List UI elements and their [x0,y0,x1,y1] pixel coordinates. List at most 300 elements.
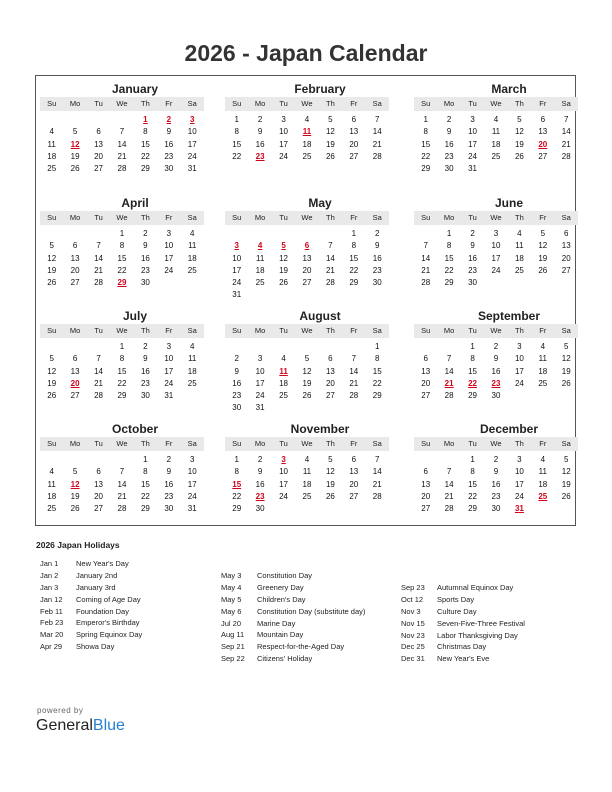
day-cell[interactable]: 4 [49,467,54,477]
day-cell[interactable]: 1 [470,342,475,351]
day-cell[interactable]: 9 [166,467,172,477]
day-cell[interactable]: 9 [375,241,380,251]
day-cell[interactable]: 13 [94,139,103,149]
day-cell[interactable]: 7 [446,354,452,364]
day-cell[interactable]: 14 [325,253,335,263]
day-cell[interactable]: 17 [514,479,524,489]
day-cell[interactable]: 29 [468,504,477,514]
holiday-day[interactable]: 23 [255,151,265,161]
day-cell[interactable]: 3 [281,115,286,124]
day-cell[interactable]: 20 [325,378,335,388]
day-cell[interactable]: 22 [444,265,454,275]
day-cell[interactable]: 1 [234,455,239,464]
day-cell[interactable]: 29 [140,164,150,174]
day-cell[interactable]: 2 [166,455,172,464]
day-cell[interactable]: 27 [70,278,80,288]
day-cell[interactable]: 16 [444,139,454,149]
holiday-day[interactable]: 2 [166,115,172,124]
day-cell[interactable]: 19 [561,479,571,489]
day-cell[interactable]: 31 [187,164,197,174]
day-cell[interactable]: 24 [164,265,174,275]
day-cell[interactable]: 26 [302,391,312,401]
day-cell[interactable]: 25 [302,151,312,161]
day-cell[interactable]: 24 [279,151,288,161]
day-cell[interactable]: 11 [188,241,197,251]
day-cell[interactable]: 19 [325,479,335,489]
day-cell[interactable]: 25 [491,151,501,161]
day-cell[interactable]: 10 [279,467,288,477]
day-cell[interactable]: 21 [117,151,127,161]
day-cell[interactable]: 20 [70,265,80,275]
day-cell[interactable]: 14 [372,467,382,477]
day-cell[interactable]: 13 [302,253,312,263]
day-cell[interactable]: 26 [538,265,548,275]
day-cell[interactable]: 27 [325,391,335,401]
day-cell[interactable]: 15 [372,366,382,376]
day-cell[interactable]: 15 [117,366,127,376]
day-cell[interactable]: 18 [47,151,57,161]
holiday-day[interactable]: 31 [514,504,524,514]
day-cell[interactable]: 9 [493,354,499,364]
day-cell[interactable]: 13 [421,479,431,489]
day-cell[interactable]: 22 [117,265,127,275]
day-cell[interactable]: 21 [372,479,382,489]
day-cell[interactable]: 5 [49,354,54,364]
day-cell[interactable]: 5 [72,467,78,477]
day-cell[interactable]: 28 [372,151,382,161]
day-cell[interactable]: 13 [70,253,80,263]
day-cell[interactable]: 30 [444,164,454,174]
day-cell[interactable]: 15 [349,253,359,263]
day-cell[interactable]: 1 [470,455,475,464]
day-cell[interactable]: 30 [164,504,174,514]
day-cell[interactable]: 15 [232,139,242,149]
day-cell[interactable]: 19 [302,378,312,388]
day-cell[interactable]: 10 [279,127,288,137]
day-cell[interactable]: 22 [140,151,150,161]
day-cell[interactable]: 25 [187,265,197,275]
day-cell[interactable]: 6 [351,115,357,124]
day-cell[interactable]: 21 [94,378,103,388]
day-cell[interactable]: 26 [514,151,524,161]
day-cell[interactable]: 12 [538,241,548,251]
day-cell[interactable]: 19 [561,366,571,376]
day-cell[interactable]: 24 [279,491,288,501]
day-cell[interactable]: 10 [255,366,265,376]
holiday-day[interactable]: 21 [444,378,454,388]
holiday-day[interactable]: 12 [70,139,80,149]
day-cell[interactable]: 3 [493,229,499,238]
day-cell[interactable]: 28 [117,164,127,174]
day-cell[interactable]: 2 [470,229,475,238]
day-cell[interactable]: 25 [255,278,265,288]
day-cell[interactable]: 27 [538,151,548,161]
day-cell[interactable]: 3 [470,115,475,124]
day-cell[interactable]: 18 [47,491,57,501]
day-cell[interactable]: 7 [96,241,101,251]
day-cell[interactable]: 5 [540,229,546,238]
day-cell[interactable]: 28 [94,391,103,401]
day-cell[interactable]: 18 [538,366,548,376]
day-cell[interactable]: 8 [470,467,475,477]
day-cell[interactable]: 14 [117,139,127,149]
day-cell[interactable]: 6 [423,467,428,477]
holiday-day[interactable]: 22 [468,378,477,388]
day-cell[interactable]: 14 [94,253,103,263]
day-cell[interactable]: 25 [302,491,312,501]
day-cell[interactable]: 5 [564,455,569,464]
day-cell[interactable]: 3 [257,354,263,364]
day-cell[interactable]: 24 [164,378,174,388]
day-cell[interactable]: 2 [493,342,499,351]
day-cell[interactable]: 9 [257,127,263,137]
day-cell[interactable]: 30 [140,278,150,288]
day-cell[interactable]: 8 [375,354,380,364]
day-cell[interactable]: 23 [232,391,242,401]
day-cell[interactable]: 7 [351,354,357,364]
day-cell[interactable]: 31 [187,504,197,514]
day-cell[interactable]: 13 [349,467,359,477]
holiday-day[interactable]: 20 [70,378,80,388]
day-cell[interactable]: 9 [143,354,148,364]
day-cell[interactable]: 8 [423,127,428,137]
day-cell[interactable]: 27 [421,504,431,514]
day-cell[interactable]: 23 [468,265,477,275]
day-cell[interactable]: 16 [232,378,242,388]
day-cell[interactable]: 28 [349,391,359,401]
day-cell[interactable]: 16 [372,253,382,263]
day-cell[interactable]: 19 [514,139,524,149]
day-cell[interactable]: 7 [119,467,125,477]
day-cell[interactable]: 29 [372,391,382,401]
day-cell[interactable]: 2 [234,354,239,364]
day-cell[interactable]: 24 [514,491,524,501]
day-cell[interactable]: 27 [302,278,312,288]
day-cell[interactable]: 15 [468,479,477,489]
day-cell[interactable]: 10 [187,127,197,137]
day-cell[interactable]: 11 [188,354,197,364]
day-cell[interactable]: 1 [423,115,428,124]
day-cell[interactable]: 25 [538,378,548,388]
day-cell[interactable]: 25 [47,504,57,514]
day-cell[interactable]: 13 [70,366,80,376]
day-cell[interactable]: 9 [234,366,239,376]
day-cell[interactable]: 8 [143,467,148,477]
day-cell[interactable]: 21 [325,265,335,275]
day-cell[interactable]: 2 [143,229,148,238]
day-cell[interactable]: 22 [372,378,382,388]
day-cell[interactable]: 25 [47,164,57,174]
day-cell[interactable]: 18 [491,139,501,149]
day-cell[interactable]: 20 [349,139,359,149]
day-cell[interactable]: 27 [70,391,80,401]
day-cell[interactable]: 13 [94,479,103,489]
holiday-day[interactable]: 3 [234,241,239,251]
day-cell[interactable]: 17 [164,366,174,376]
day-cell[interactable]: 15 [140,139,150,149]
day-cell[interactable]: 23 [164,491,174,501]
day-cell[interactable]: 16 [468,253,477,263]
day-cell[interactable]: 12 [325,127,335,137]
day-cell[interactable]: 14 [444,366,454,376]
day-cell[interactable]: 4 [517,229,522,238]
day-cell[interactable]: 22 [349,265,359,275]
day-cell[interactable]: 28 [94,278,103,288]
day-cell[interactable]: 22 [468,491,477,501]
day-cell[interactable]: 17 [279,479,288,489]
day-cell[interactable]: 27 [349,491,359,501]
day-cell[interactable]: 31 [232,290,242,300]
day-cell[interactable]: 30 [255,504,265,514]
day-cell[interactable]: 14 [349,366,359,376]
day-cell[interactable]: 15 [140,479,150,489]
day-cell[interactable]: 22 [117,378,127,388]
day-cell[interactable]: 2 [143,342,148,351]
day-cell[interactable]: 28 [117,504,127,514]
day-cell[interactable]: 10 [164,354,174,364]
day-cell[interactable]: 14 [561,127,571,137]
day-cell[interactable]: 16 [491,366,501,376]
day-cell[interactable]: 26 [70,504,80,514]
day-cell[interactable]: 30 [372,278,382,288]
holiday-day[interactable]: 6 [304,241,310,251]
day-cell[interactable]: 6 [96,467,101,477]
day-cell[interactable]: 18 [302,139,312,149]
day-cell[interactable]: 17 [514,366,524,376]
day-cell[interactable]: 23 [372,265,382,275]
day-cell[interactable]: 16 [255,479,265,489]
day-cell[interactable]: 6 [72,354,78,364]
day-cell[interactable]: 23 [164,151,174,161]
day-cell[interactable]: 30 [491,391,501,401]
day-cell[interactable]: 19 [325,139,335,149]
day-cell[interactable]: 13 [561,241,571,251]
day-cell[interactable]: 5 [328,455,333,464]
day-cell[interactable]: 28 [421,278,431,288]
day-cell[interactable]: 15 [444,253,454,263]
day-cell[interactable]: 17 [468,139,477,149]
day-cell[interactable]: 3 [190,455,195,464]
day-cell[interactable]: 6 [540,115,546,124]
day-cell[interactable]: 22 [232,151,242,161]
day-cell[interactable]: 3 [166,342,172,351]
day-cell[interactable]: 29 [349,278,359,288]
day-cell[interactable]: 17 [279,139,288,149]
day-cell[interactable]: 30 [164,164,174,174]
day-cell[interactable]: 16 [140,253,150,263]
day-cell[interactable]: 23 [444,151,454,161]
day-cell[interactable]: 8 [351,241,357,251]
day-cell[interactable]: 18 [187,366,197,376]
day-cell[interactable]: 30 [491,504,501,514]
day-cell[interactable]: 3 [517,342,522,351]
day-cell[interactable]: 19 [538,253,548,263]
day-cell[interactable]: 7 [375,115,380,124]
day-cell[interactable]: 13 [538,127,548,137]
day-cell[interactable]: 1 [446,229,452,238]
day-cell[interactable]: 10 [514,467,524,477]
day-cell[interactable]: 8 [470,354,475,364]
day-cell[interactable]: 24 [187,491,197,501]
day-cell[interactable]: 20 [421,378,431,388]
day-cell[interactable]: 20 [302,265,312,275]
day-cell[interactable]: 5 [72,127,78,137]
day-cell[interactable]: 14 [372,127,382,137]
day-cell[interactable]: 24 [491,265,501,275]
day-cell[interactable]: 28 [444,391,454,401]
day-cell[interactable]: 10 [514,354,524,364]
day-cell[interactable]: 4 [281,354,286,364]
day-cell[interactable]: 6 [351,455,357,464]
day-cell[interactable]: 19 [47,378,57,388]
day-cell[interactable]: 12 [514,127,524,137]
day-cell[interactable]: 28 [561,151,571,161]
day-cell[interactable]: 26 [561,378,571,388]
day-cell[interactable]: 16 [140,366,150,376]
day-cell[interactable]: 15 [117,253,127,263]
day-cell[interactable]: 12 [47,366,57,376]
day-cell[interactable]: 21 [444,491,454,501]
day-cell[interactable]: 7 [446,467,452,477]
day-cell[interactable]: 28 [444,504,454,514]
day-cell[interactable]: 21 [372,139,382,149]
day-cell[interactable]: 4 [304,115,310,124]
day-cell[interactable]: 28 [372,491,382,501]
day-cell[interactable]: 16 [491,479,501,489]
day-cell[interactable]: 14 [421,253,431,263]
day-cell[interactable]: 18 [538,479,548,489]
day-cell[interactable]: 11 [538,467,547,477]
holiday-day[interactable]: 4 [257,241,263,251]
day-cell[interactable]: 25 [279,391,288,401]
day-cell[interactable]: 17 [491,253,501,263]
day-cell[interactable]: 24 [468,151,477,161]
day-cell[interactable]: 20 [94,151,103,161]
day-cell[interactable]: 9 [143,241,148,251]
day-cell[interactable]: 5 [304,354,310,364]
day-cell[interactable]: 7 [328,241,333,251]
holiday-day[interactable]: 1 [143,115,148,124]
day-cell[interactable]: 31 [468,164,477,174]
day-cell[interactable]: 7 [96,354,101,364]
day-cell[interactable]: 3 [517,455,522,464]
day-cell[interactable]: 24 [232,278,242,288]
day-cell[interactable]: 4 [304,455,310,464]
holiday-day[interactable]: 12 [70,479,80,489]
day-cell[interactable]: 4 [493,115,499,124]
day-cell[interactable]: 17 [164,253,174,263]
day-cell[interactable]: 27 [561,265,571,275]
day-cell[interactable]: 27 [94,164,103,174]
day-cell[interactable]: 17 [187,139,197,149]
day-cell[interactable]: 8 [234,467,239,477]
day-cell[interactable]: 13 [421,366,431,376]
day-cell[interactable]: 8 [446,241,452,251]
day-cell[interactable]: 12 [561,467,571,477]
day-cell[interactable]: 26 [47,391,57,401]
day-cell[interactable]: 4 [540,455,546,464]
day-cell[interactable]: 21 [117,491,127,501]
day-cell[interactable]: 19 [47,265,57,275]
day-cell[interactable]: 24 [187,151,197,161]
day-cell[interactable]: 4 [540,342,546,351]
day-cell[interactable]: 7 [119,127,125,137]
day-cell[interactable]: 29 [421,164,431,174]
holiday-day[interactable]: 29 [117,278,127,288]
day-cell[interactable]: 8 [119,241,125,251]
day-cell[interactable]: 29 [468,391,477,401]
day-cell[interactable]: 29 [140,504,150,514]
holiday-day[interactable]: 3 [190,115,195,124]
day-cell[interactable]: 24 [514,378,524,388]
day-cell[interactable]: 6 [96,127,101,137]
day-cell[interactable]: 16 [164,479,174,489]
day-cell[interactable]: 2 [446,115,452,124]
day-cell[interactable]: 5 [564,342,569,351]
brand-logo[interactable] [36,717,125,735]
day-cell[interactable]: 18 [514,253,524,263]
day-cell[interactable]: 12 [561,354,571,364]
day-cell[interactable]: 14 [117,479,127,489]
day-cell[interactable]: 11 [255,253,265,263]
day-cell[interactable]: 10 [187,467,197,477]
day-cell[interactable]: 23 [491,491,501,501]
holiday-day[interactable]: 11 [279,366,288,376]
holiday-day[interactable]: 3 [281,455,286,464]
day-cell[interactable]: 23 [140,378,150,388]
day-cell[interactable]: 10 [232,253,242,263]
day-cell[interactable]: 6 [423,354,428,364]
day-cell[interactable]: 12 [325,467,335,477]
day-cell[interactable]: 10 [491,241,501,251]
day-cell[interactable]: 5 [517,115,522,124]
holiday-day[interactable]: 23 [255,491,265,501]
day-cell[interactable]: 1 [143,455,148,464]
day-cell[interactable]: 21 [94,265,103,275]
day-cell[interactable]: 13 [349,127,359,137]
day-cell[interactable]: 9 [493,467,499,477]
day-cell[interactable]: 29 [117,391,127,401]
day-cell[interactable]: 6 [328,354,333,364]
holiday-day[interactable]: 11 [302,127,312,137]
day-cell[interactable]: 28 [325,278,335,288]
day-cell[interactable]: 6 [72,241,78,251]
day-cell[interactable]: 2 [257,455,263,464]
day-cell[interactable]: 18 [187,253,197,263]
day-cell[interactable]: 25 [187,378,197,388]
day-cell[interactable]: 17 [187,479,197,489]
day-cell[interactable]: 12 [47,253,57,263]
day-cell[interactable]: 26 [325,151,335,161]
day-cell[interactable]: 10 [164,241,174,251]
day-cell[interactable]: 10 [468,127,477,137]
day-cell[interactable]: 9 [166,127,172,137]
day-cell[interactable]: 11 [47,139,56,149]
day-cell[interactable]: 12 [279,253,288,263]
day-cell[interactable]: 4 [190,342,195,351]
day-cell[interactable]: 11 [515,241,524,251]
day-cell[interactable]: 11 [47,479,56,489]
day-cell[interactable]: 30 [140,391,150,401]
day-cell[interactable]: 1 [119,342,125,351]
day-cell[interactable]: 27 [349,151,359,161]
day-cell[interactable]: 5 [328,115,333,124]
day-cell[interactable]: 2 [493,455,499,464]
day-cell[interactable]: 4 [49,127,54,137]
day-cell[interactable]: 29 [444,278,454,288]
day-cell[interactable]: 19 [70,491,80,501]
day-cell[interactable]: 8 [119,354,125,364]
